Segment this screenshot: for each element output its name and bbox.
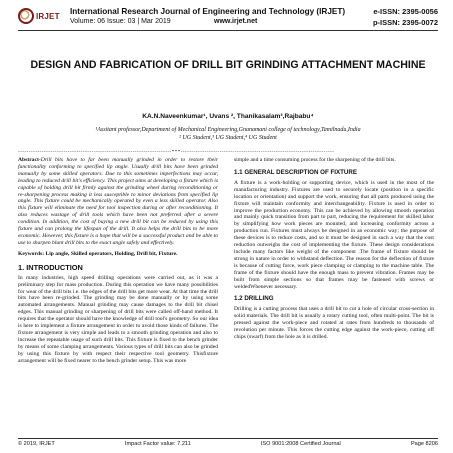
header-rule	[18, 30, 438, 31]
logo-emblem-icon	[18, 8, 34, 24]
paper-title: DESIGN AND FABRICATION OF DRILL BIT GRINDING ATTACHMENT MACHINE	[30, 59, 426, 71]
irjet-logo	[18, 6, 64, 26]
drilling-text: Drilling is a cutting process that uses a drill bit to cut a hole of circular cross-section in solid materials. The drill bit is usually a rotary cutting tool, often multi-point. The bit is pressed against the work-piece and rotated at rates from hundreds to thousands of revolution per minute. This forces the cutting edge against the work-piece, cutting off chips (swarf) from the hole as it is drilled.	[234, 306, 434, 341]
affiliation-line-1: ¹Assitant professor,Department of Mechanical Engineering,Gnanamani college of technology,Tamilnadu,India	[95, 127, 361, 133]
footer-iso: ISO 9001:2008 Certified Journal	[260, 441, 341, 447]
volume-issue: Volume: 06 Issue: 03 | Mar 2019	[70, 18, 171, 25]
journal-header	[18, 6, 438, 28]
fixture-text: A fixture is a work-holding or supporting device, which is used in the most of the manufacturing industry. Fixtures are used to securely locate (position in a specific location or orientation) and support the work, ensuring that all parts produced using the fixture will maintain conformity and interchangeability. Fixture is used in order to improve the production economy. This can be achieved by allowing smooth operation and mainly quick transition from part to part, reducing the requirement for skilled labor by simplifying how work pieces are mounted, and increasing conformity across a production run. Fixtures must always be designed in an economic way; the purpose of these devices is to reduce costs, and so it must be designed in such a way that the cost reduction outweighs the cost of implementing the fixture. These design considerations include many factors like weight of the component .The frame of fixture should be strong in nature in order to withstand deflection. The reason for the deflection of fixture is because of cutting force, work piece clamping or clamping to the machine table. The frame of the fixture should have the enough mass to prevent vibration. Frames may be built from simple sections so that frames may be fastened with screws or weldedWhenever necessary.	[234, 179, 434, 290]
introduction-text: In many industries, high speed drilling operations were carried out, as it was a preliminary step for mass production. During this operation we have many possibilities for wear of the drill bits i.e. the edges of the drill bits get more wear. At that time the drill bits have been re-grinded. The grinding may be done manually or by using some automated arrangements. Manual grinding may cause damages to the drill bit chisel edges. This manual grinding or sharpening of drill bits were called off-hand method. It requires that the operator should have the knowledge of drill tool's geometry. So our idea is here to implement a fixture arrangement in order to avoid those kinds of failures. The fixture arrangement is very simple and leads to a smooth grinding operation and also to increase the repeatable usage of such drill bits. This fixture is fixed to the bench grinder by means of some clamping arrangements. Various types of drill bits can also be grinded by using this fixture by with respect their respective tool geometry. Thisfixture arrangement will be fixed nearer to the bench grinder setup. This was more	[18, 274, 218, 364]
introduction-continued: simple and a time consuming process for the sharpening of the drill bits.	[234, 157, 396, 163]
left-column	[18, 157, 218, 367]
journal-website: www.irjet.net	[214, 18, 258, 25]
footer-rule	[18, 438, 438, 439]
fixture-heading: 1.1 GENERAL DESCRIPTION OF FIXTURE	[234, 168, 357, 176]
keywords: Keywords: Lip angle, Skilled operators, Holding, Drill bit, Fixture.	[18, 250, 178, 257]
journal-name: International Research Journal of Engineering and Technology (IRJET)	[70, 7, 346, 16]
abstract	[18, 157, 218, 247]
author-affiliations	[18, 126, 438, 142]
logo-text: IRJET	[36, 11, 60, 21]
page-footer	[18, 441, 438, 451]
footer-impact-factor: Impact Factor value: 7.211	[124, 441, 191, 447]
right-column	[234, 157, 434, 344]
introduction-heading: 1. INTRODUCTION	[18, 262, 83, 272]
abstract-label: Abstract-	[18, 157, 41, 163]
footer-copyright: © 2019, IRJET	[18, 441, 55, 447]
drilling-heading: 1.2 DRILLING	[234, 295, 274, 303]
e-issn: e-ISSN: 2395-0056	[373, 7, 438, 16]
footer-page-number: Page 8206	[410, 441, 438, 447]
paper-authors: KA.N.Naveenkumar¹, Uvans ², Thanikasalam³,Rajbabu⁴	[142, 113, 314, 120]
section-separator: -----------------------------------------------------------------------***-----------------------------------------------------------------------	[18, 150, 335, 155]
p-issn: p-ISSN: 2395-0072	[372, 18, 438, 27]
affiliation-line-2: ² UG Student,³ UG Student,⁴ UG Student	[179, 135, 277, 141]
abstract-text: Drill bits have to far been manually grinded in order to restore their functionality conforming to specified lip angle. Usually drill bits have been grinded manually by some skilled operators. Due to this sometimes imperfections may occur, leading to reduced drill bit's efficiency. This project aims at developing a fixture which is capable of holding drill bit firmly against the grinding wheel during reconditioning or re-sharpening process making it less susceptible to minor deviations from specified lip angle. This fixture could be mechanically operated by even a less skilled operator. Also this fixture will eliminate the need for tool inspection during or after reconditioning. It also reduces wastage of drill tools which have been not preferred after a severe condition. In addition, the cost of buying a new drill bit can be reduced by using this fixture and can prolong the lifespan of the drill. It also helps the drill bits to be more economic. However, this fixture is a hope that will be a successful product and be able to use to sharpen blunt drill bits to the exact angle safely and effectively.	[18, 157, 218, 246]
